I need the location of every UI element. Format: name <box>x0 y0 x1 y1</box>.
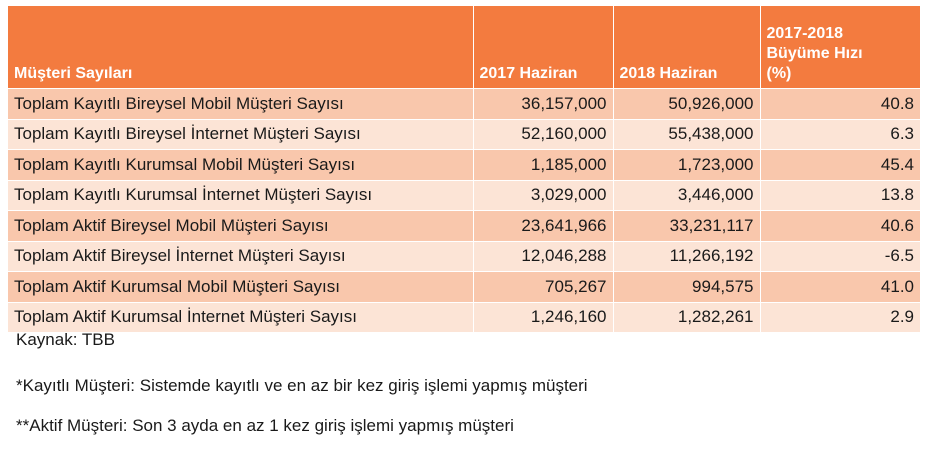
table-row <box>8 89 920 120</box>
customer-stats-table <box>8 6 920 332</box>
row-value-2018: 994,575 <box>613 272 760 303</box>
row-growth: -6.5 <box>760 241 920 272</box>
row-value-2018: 1,282,261 <box>613 302 760 332</box>
row-label: Toplam Aktif Bireysel Mobil Müşteri Sayısı <box>8 211 473 242</box>
row-label: Toplam Aktif Kurumsal Mobil Müşteri Sayısı <box>8 272 473 303</box>
row-growth: 6.3 <box>760 119 920 150</box>
table-row <box>8 180 920 211</box>
row-value-2017: 52,160,000 <box>473 119 613 150</box>
row-label: Toplam Kayıtlı Bireysel Mobil Müşteri Sayısı <box>8 89 473 120</box>
active-customer-note: **Aktif Müşteri: Son 3 ayda en az 1 kez giriş işlemi yapmış müşteri <box>16 416 514 435</box>
row-value-2018: 33,231,117 <box>613 211 760 242</box>
row-value-2017: 23,641,966 <box>473 211 613 242</box>
row-value-2018: 1,723,000 <box>613 150 760 181</box>
table-row <box>8 150 920 181</box>
row-label: Toplam Aktif Kurumsal İnternet Müşteri Sayısı <box>8 302 473 332</box>
row-growth: 41.0 <box>760 272 920 303</box>
header-growth-line2: Büyüme Hızı <box>766 45 863 62</box>
row-value-2017: 1,246,160 <box>473 302 613 332</box>
table-row <box>8 241 920 272</box>
row-value-2018: 50,926,000 <box>613 89 760 120</box>
row-growth: 40.8 <box>760 89 920 120</box>
table-row <box>8 272 920 303</box>
table-body <box>8 89 920 333</box>
table-header <box>8 6 920 89</box>
table-row <box>8 211 920 242</box>
row-label: Toplam Aktif Bireysel İnternet Müşteri Sayısı <box>8 241 473 272</box>
row-label: Toplam Kayıtlı Bireysel İnternet Müşteri Sayısı <box>8 119 473 150</box>
row-label: Toplam Kayıtlı Kurumsal Mobil Müşteri Sayısı <box>8 150 473 181</box>
row-value-2017: 1,185,000 <box>473 150 613 181</box>
header-2017: 2017 Haziran <box>473 6 613 89</box>
row-growth: 13.8 <box>760 180 920 211</box>
row-value-2017: 12,046,288 <box>473 241 613 272</box>
header-growth-line3: (%) <box>766 65 792 82</box>
row-label: Toplam Kayıtlı Kurumsal İnternet Müşteri Sayısı <box>8 180 473 211</box>
footnotes <box>16 328 588 438</box>
row-value-2018: 11,266,192 <box>613 241 760 272</box>
header-2018: 2018 Haziran <box>613 6 760 89</box>
header-growth-line1: 2017-2018 <box>766 25 844 42</box>
source-note: Kaynak: TBB <box>16 330 115 349</box>
row-growth: 2.9 <box>760 302 920 332</box>
header-growth <box>760 6 920 89</box>
registered-customer-note: *Kayıtlı Müşteri: Sistemde kayıtlı ve en az bir kez giriş işlemi yapmış müşteri <box>16 376 588 395</box>
row-growth: 45.4 <box>760 150 920 181</box>
row-value-2018: 55,438,000 <box>613 119 760 150</box>
row-value-2017: 3,029,000 <box>473 180 613 211</box>
row-value-2018: 3,446,000 <box>613 180 760 211</box>
row-growth: 40.6 <box>760 211 920 242</box>
row-value-2017: 705,267 <box>473 272 613 303</box>
header-label: Müşteri Sayıları <box>8 6 473 89</box>
row-value-2017: 36,157,000 <box>473 89 613 120</box>
header-row <box>8 6 920 89</box>
table-row <box>8 119 920 150</box>
